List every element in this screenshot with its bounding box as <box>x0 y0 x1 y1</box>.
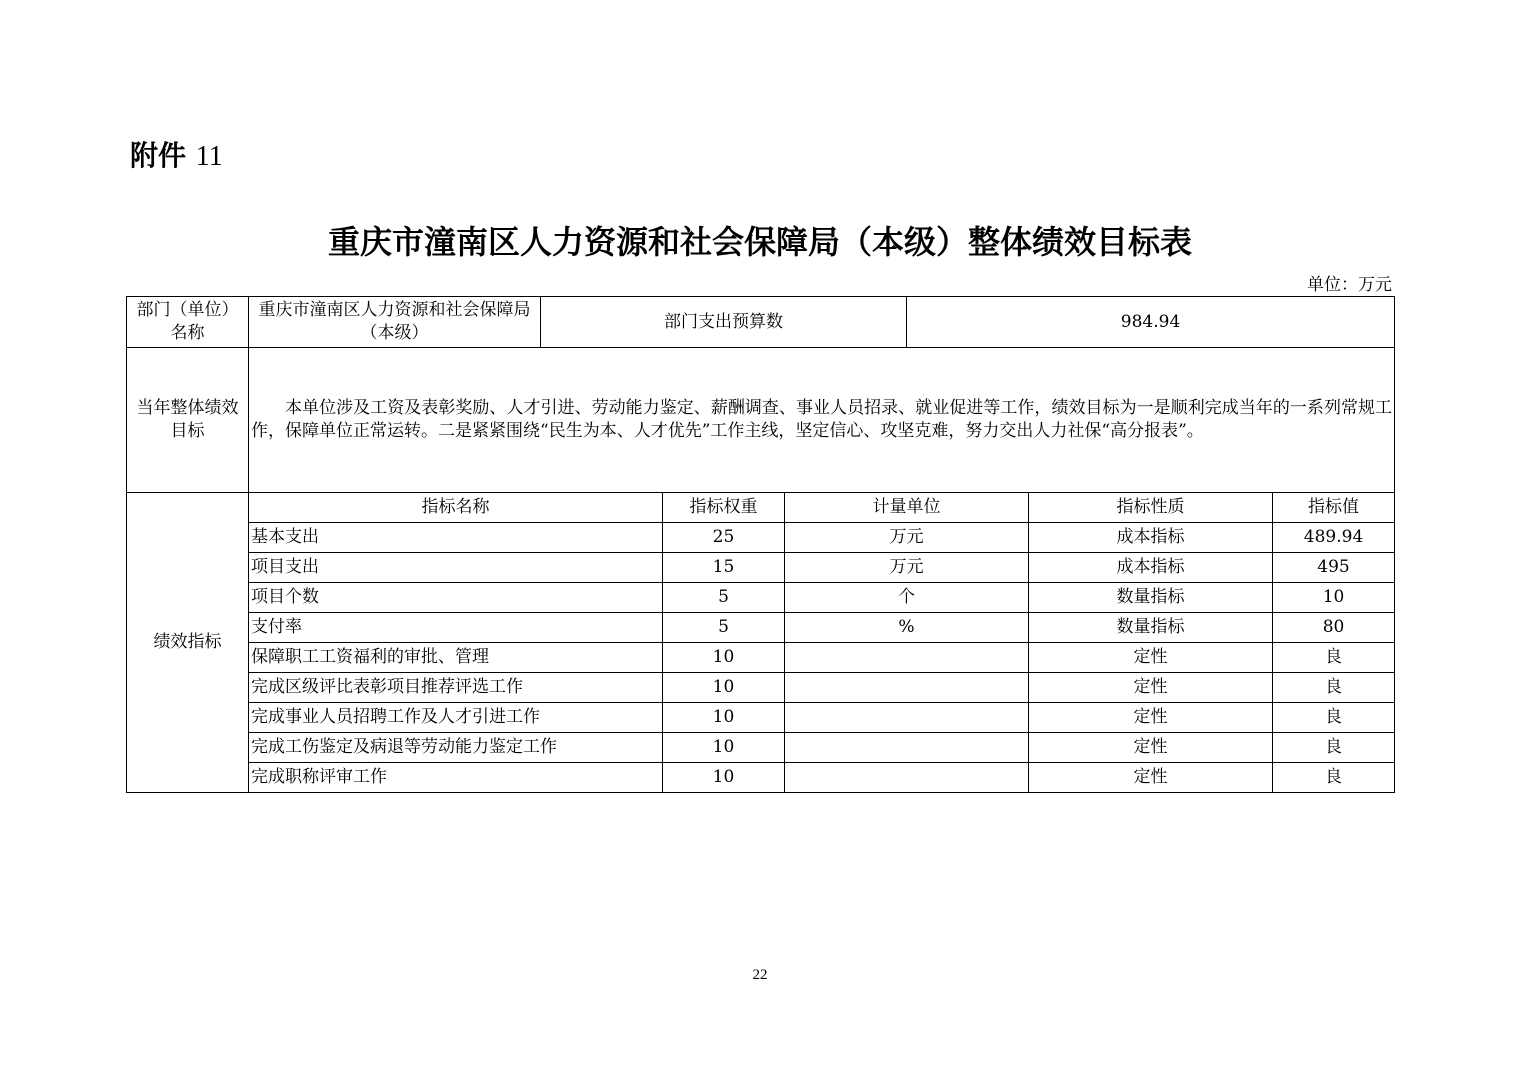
budget-label-cell: 部门支出预算数 <box>541 297 907 348</box>
budget-value-cell: 984.94 <box>907 297 1395 348</box>
indicator-name-cell: 项目个数 <box>249 583 663 613</box>
indicator-unit-cell <box>785 733 1029 763</box>
header-unit: 计量单位 <box>785 493 1029 523</box>
performance-table <box>126 296 1395 793</box>
indicator-value-cell: 495 <box>1273 553 1395 583</box>
page-number: 22 <box>752 967 768 983</box>
indicator-nature-cell: 定性 <box>1029 673 1273 703</box>
table-row <box>127 553 1395 583</box>
indicator-weight-cell: 5 <box>663 613 785 643</box>
document-title: 重庆市潼南区人力资源和社会保障局（本级）整体绩效目标表 <box>327 223 1192 261</box>
indicator-rows <box>127 493 1395 793</box>
goal-text: 本单位涉及工资及表彰奖励、人才引进、劳动能力鉴定、薪酬调查、事业人员招录、就业促进等工作，绩效目标为一是顺利完成当年的一系列常规工作，保障单位正常运转。二是紧紧围绕“民生为本、人才优先”工作主线，坚定信心、攻坚克难，努力交出人力社保“高分报表”。 <box>251 398 1393 441</box>
header-indicator-name: 指标名称 <box>249 493 663 523</box>
table-row <box>127 643 1395 673</box>
header-weight: 指标权重 <box>663 493 785 523</box>
attachment-text: 附件 <box>130 139 187 172</box>
goal-label-cell: 当年整体绩效目标 <box>127 348 249 493</box>
indicator-name-cell: 基本支出 <box>249 523 663 553</box>
indicator-name-cell: 完成工伤鉴定及病退等劳动能力鉴定工作 <box>249 733 663 763</box>
indicator-unit-cell: 个 <box>785 583 1029 613</box>
indicator-unit-cell <box>785 703 1029 733</box>
indicator-name-cell: 完成事业人员招聘工作及人才引进工作 <box>249 703 663 733</box>
dept-label-cell: 部门（单位）名称 <box>127 297 249 348</box>
indicator-unit-cell: 万元 <box>785 523 1029 553</box>
indicator-weight-cell: 10 <box>663 763 785 793</box>
table-row <box>127 673 1395 703</box>
attachment-label <box>130 134 223 174</box>
dept-name-cell: 重庆市潼南区人力资源和社会保障局（本级） <box>249 297 541 348</box>
indicator-weight-cell: 5 <box>663 583 785 613</box>
indicator-value-cell: 良 <box>1273 643 1395 673</box>
table-row <box>127 523 1395 553</box>
indicator-weight-cell: 10 <box>663 703 785 733</box>
indicator-header-row <box>127 493 1395 523</box>
header-nature: 指标性质 <box>1029 493 1273 523</box>
indicator-unit-cell: % <box>785 613 1029 643</box>
indicator-value-cell: 良 <box>1273 673 1395 703</box>
goal-text-cell <box>249 348 1395 493</box>
indicator-name-cell: 完成区级评比表彰项目推荐评选工作 <box>249 673 663 703</box>
indicator-value-cell: 良 <box>1273 733 1395 763</box>
indicator-value-cell: 80 <box>1273 613 1395 643</box>
unit-label: 单位：万元 <box>1307 275 1392 295</box>
dept-row <box>127 297 1395 348</box>
table-row <box>127 583 1395 613</box>
indicator-nature-cell: 定性 <box>1029 763 1273 793</box>
indicator-weight-cell: 10 <box>663 643 785 673</box>
indicator-name-cell: 支付率 <box>249 613 663 643</box>
indicator-name-cell: 项目支出 <box>249 553 663 583</box>
indicator-nature-cell: 定性 <box>1029 703 1273 733</box>
indicator-name-cell: 完成职称评审工作 <box>249 763 663 793</box>
table-row <box>127 763 1395 793</box>
indicator-value-cell: 10 <box>1273 583 1395 613</box>
indicator-nature-cell: 成本指标 <box>1029 553 1273 583</box>
header-value: 指标值 <box>1273 493 1395 523</box>
indicator-weight-cell: 25 <box>663 523 785 553</box>
indicator-unit-cell <box>785 673 1029 703</box>
indicator-unit-cell: 万元 <box>785 553 1029 583</box>
indicator-value-cell: 良 <box>1273 703 1395 733</box>
table-row <box>127 613 1395 643</box>
indicator-value-cell: 489.94 <box>1273 523 1395 553</box>
indicator-nature-cell: 成本指标 <box>1029 523 1273 553</box>
goal-row <box>127 348 1395 493</box>
attachment-number: 11 <box>195 141 223 172</box>
indicator-weight-cell: 10 <box>663 673 785 703</box>
indicator-weight-cell: 10 <box>663 733 785 763</box>
indicator-name-cell: 保障职工工资福利的审批、管理 <box>249 643 663 673</box>
indicator-nature-cell: 定性 <box>1029 643 1273 673</box>
indicator-nature-cell: 数量指标 <box>1029 583 1273 613</box>
indicator-label-cell: 绩效指标 <box>127 493 249 793</box>
indicator-unit-cell <box>785 763 1029 793</box>
indicator-unit-cell <box>785 643 1029 673</box>
indicator-nature-cell: 数量指标 <box>1029 613 1273 643</box>
indicator-nature-cell: 定性 <box>1029 733 1273 763</box>
table-row <box>127 703 1395 733</box>
indicator-value-cell: 良 <box>1273 763 1395 793</box>
table-row <box>127 733 1395 763</box>
indicator-weight-cell: 15 <box>663 553 785 583</box>
